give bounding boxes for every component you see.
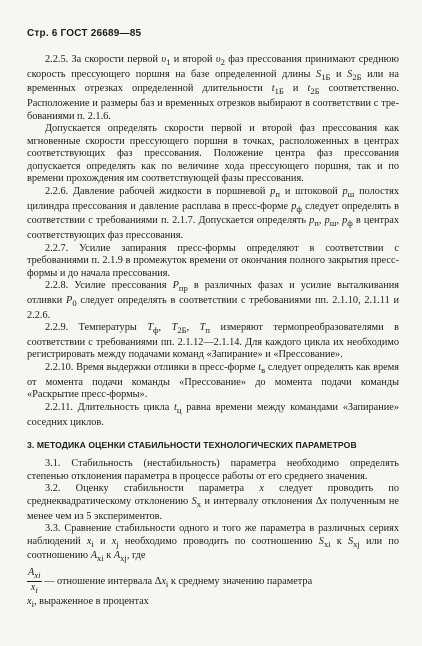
paragraph-3-3-definition: $\frac{A_{xi}}{x_i}$ — отношение интервала $\Delta x_i$ к среднему значению параметра $x_i$, выраженное в процентах	[27, 567, 313, 610]
section-title: 3. МЕТОДИКА ОЦЕНКИ СТАБИЛЬНОСТИ ТЕХНОЛОГИЧЕСКИХ ПАРАМЕТРОВ	[27, 440, 357, 451]
ratio-fraction: $\frac{A_{xi}}{x_i}$	[28, 567, 41, 596]
paragraph-2-2-11: 2.2.11. Длительность цикла $t_ц$ равна времени между командами «Запирание» соседних циклов.	[27, 401, 399, 428]
paragraph-2-2-10: 2.2.10. Время выдержки отливки в пресс-форме $t_в$ следует определять как время от момента подачи команды «Прессование» до момента подачи команды «Раскрытие пресс-формы».	[27, 362, 400, 401]
paragraph-3-1: 3.1. Стабильность (нестабильность) параметра необходимо определять степенью отклонения параметра в процессе работы от его среднего значения.	[27, 458, 399, 482]
paragraph-2-2-5: 2.2.5. За скорости первой $\upsilon_1$ и второй $\upsilon_2$ фаз прессования принимают среднюю скорость прессующего поршня на базе определенной длины $S_{1Б}$ и $S_{2Б}$ или на временных отрезках определенной длительности $t_{1Б}$ и $t_{2Б}$ соответственно. Расположение и размеры баз и временных отрезков выбирают в соответствии с требованиями п. 2.1.6.	[27, 54, 399, 122]
paragraph-2-2-9: 2.2.9. Температуры $T_ф$, $T_{2Б}$, $T_п$ измеряют термопреобразователями в соответствии с требованиями пп. 2.1.12—2.1.14. Для каждого цикла их необходимо регистрировать между подачами команд «Запирание» и «Прессование».	[27, 322, 399, 361]
paragraph-3-2: 3.2. Оценку стабильности параметра x следует проводить по среднеквадратическому отклонению $S_x$ и интервалу отклонения Δx полученным не менее чем из 5 экспериментов.	[27, 483, 400, 522]
document-body	[27, 54, 399, 611]
paragraph-2-2-7: 2.2.7. Усилие запирания пресс-формы определяют в соответствии с требованиями п. 2.1.9 в промежуток времени от окончания полного закрытия пресс-формы и до начала прессования.	[27, 242, 399, 279]
paragraph-2-2-8: 2.2.8. Усилие прессования $P_{пр}$ в различных фазах и усилие выталкивания отливки $P_0$ следует определять в соответствии с требованиями пп. 2.1.10, 2.1.11 и 2.2.6.	[27, 280, 399, 321]
paragraph-2-2-6: 2.2.6. Давление рабочей жидкости в поршневой $p_п$ и штоковой $p_ш$ полостях цилиндра прессования и давление расплава в пресс-форме $p_ф$ следует определять в соответствии с требованиями п. 2.1.7. Допускается определять $p_п$, $p_ш$, $p_ф$ в центрах соответствующих фаз прессования.	[27, 186, 400, 241]
paragraph-3-3: 3.3. Сравнение стабильности одного и того же параметра в различных сериях наблюдений $x_i$ и $x_j$ необходимо проводить по соотношению $S_{xi}$ к $S_{xj}$ или по соотношению $A_{xi}$ к $A_{xj}$, где	[27, 523, 399, 564]
page-header: Стр. 6 ГОСТ 26689—85	[27, 28, 142, 39]
paragraph-velocity-note: Допускается определять скорости первой и второй фаз прессования как мгновенные скорости прессующего поршня в точках, расположенных в центрах соответствующих фаз прессования. Положение центра фаз прессования допускается определять как по величине хода прессующего поршня, так и по времени прохождения им соответствующей фазы прессования.	[27, 123, 399, 185]
